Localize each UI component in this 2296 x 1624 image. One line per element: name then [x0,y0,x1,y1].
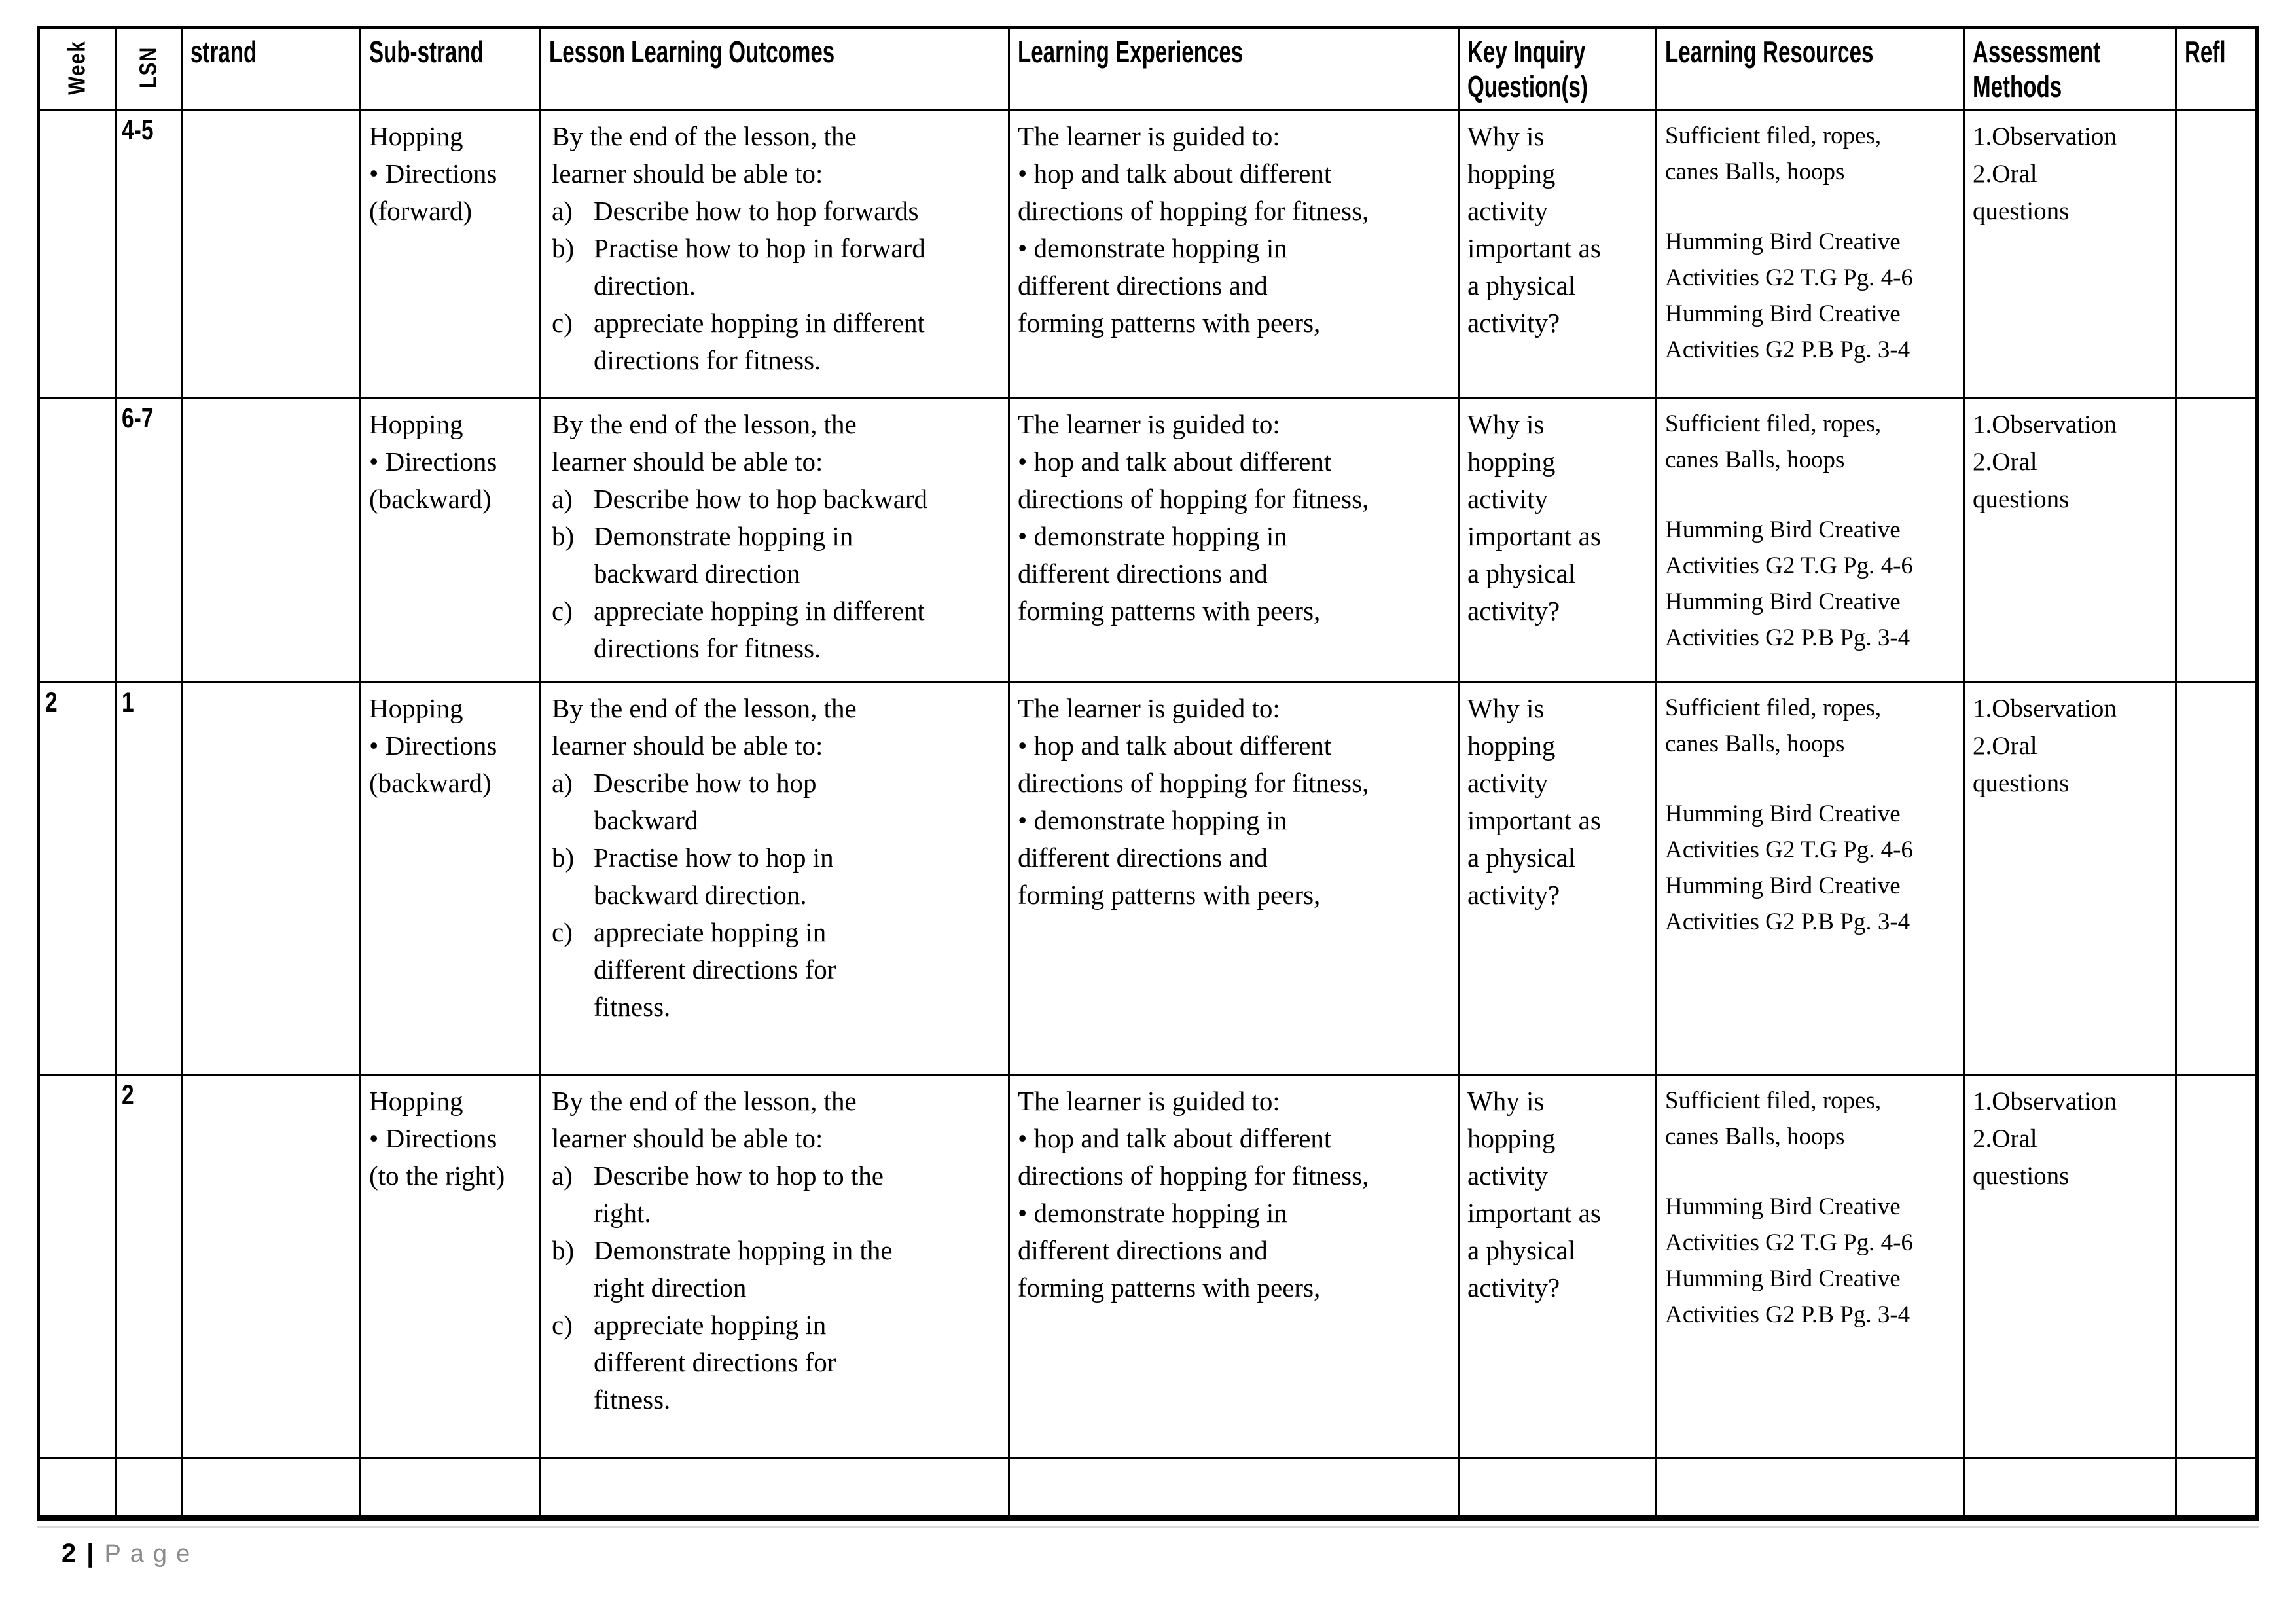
cell-substrand [361,110,541,398]
column-header-outcomes [541,28,1009,111]
lesson-number: 2 [122,1079,134,1111]
outcome-text: appreciate hopping in different directions for fitness. [594,916,836,1022]
outcome-text: Demonstrate hopping in backward direction [594,520,853,588]
key-inquiry-text: Why is hopping activity important as a physical activity? [1467,408,1601,626]
outcome-marker: c) [552,916,573,947]
sub-strand-text: Hopping • Directions (to the right) [369,1085,505,1191]
outcomes-intro: By the end of the lesson, the learner should be able to: [552,408,857,477]
resources-equipment-text: Sufficient filed, ropes, canes Balls, hoops [1665,1087,1882,1150]
cell-resources [1657,398,1964,682]
outcome-text: Describe how to hop forwards [594,195,919,226]
cell-outcomes [541,398,1009,682]
cell-strand [182,1458,361,1518]
cell-outcomes [541,1458,1009,1518]
cell-inquiry [1459,110,1657,398]
cell-substrand [361,398,541,682]
cell-week [39,1075,116,1458]
column-header-label: Key Inquiry Question(s) [1467,35,1588,103]
outcome-marker: b) [552,232,575,263]
outcome-marker: a) [552,767,573,798]
lesson-number: 1 [122,686,134,718]
cell-week [39,1458,116,1518]
outcome-text: Describe how to hop backward [594,767,817,835]
cell-refl [2176,682,2257,1075]
lesson-number: 6-7 [122,402,154,434]
cell-resources [1657,682,1964,1075]
cell-assessment [1964,1075,2176,1458]
experiences-text: The learner is guided to: • hop and talk about different directions of hopping for fitness, • demonstrate hopping in different directions and forming patterns with peers, [1018,1085,1369,1303]
key-inquiry-text: Why is hopping activity important as a physical activity? [1467,1085,1601,1303]
outcome-item [552,765,1000,839]
footer-text [62,1539,2259,1568]
cell-strand [182,110,361,398]
cell-inquiry [1459,1458,1657,1518]
cell-lsn [116,682,182,1075]
cell-strand [182,398,361,682]
outcome-marker: b) [552,520,575,551]
resources-books-text: Humming Bird Creative Activities G2 T.G Pg. 4-6 Humming Bird Creative Activities G2 P.B Pg. 3-4 [1665,1193,1913,1328]
outcomes-intro: By the end of the lesson, the learner should be able to: [552,120,857,189]
resources-books-text: Humming Bird Creative Activities G2 T.G Pg. 4-6 Humming Bird Creative Activities G2 P.B Pg. 3-4 [1665,516,1913,651]
outcome-text: Describe how to hop backward [594,483,928,514]
table-row [39,110,2257,398]
column-header-lsn [116,28,182,111]
outcome-item [552,839,1000,914]
column-header-label: Sub-strand [369,35,484,69]
outcome-item [552,592,1000,667]
cell-outcomes [541,110,1009,398]
column-header-label: Learning Experiences [1018,35,1244,69]
cell-inquiry [1459,398,1657,682]
assessment-text: 1.Observation 2.Oral questions [1973,122,2117,225]
cell-substrand [361,1458,541,1518]
sub-strand-text: Hopping • Directions (backward) [369,408,497,514]
column-header-label: Week [63,40,90,95]
column-header-assessment [1964,28,2176,111]
table-row [39,1075,2257,1458]
resources-equipment-text: Sufficient filed, ropes, canes Balls, hoops [1665,122,1882,185]
outcome-marker: c) [552,595,573,626]
outcome-marker: a) [552,483,573,514]
footer-separator: | [86,1539,94,1568]
column-header-label: Learning Resources [1665,35,1874,69]
outcome-marker: c) [552,307,573,338]
column-header-label: LSN [135,46,162,89]
outcome-item [552,192,1000,230]
week-number: 2 [45,686,58,718]
assessment-text: 1.Observation 2.Oral questions [1973,410,2117,513]
table-header [39,28,2257,111]
outcome-text: Describe how to hop to the right. [594,1160,884,1228]
cell-experiences [1009,682,1459,1075]
cell-experiences [1009,110,1459,398]
outcome-text: appreciate hopping in different directions for fitness. [594,1309,836,1415]
outcome-marker: b) [552,1235,575,1265]
assessment-text: 1.Observation 2.Oral questions [1973,1087,2117,1190]
column-header-strand [182,28,361,111]
experiences-text: The learner is guided to: • hop and talk about different directions of hopping for fitness, • demonstrate hopping in different directions and forming patterns with peers, [1018,693,1369,910]
page-footer [37,1526,2259,1568]
cell-refl [2176,1458,2257,1518]
outcome-item [552,1232,1000,1307]
cell-lsn [116,1458,182,1518]
cell-outcomes [541,1075,1009,1458]
cell-resources [1657,110,1964,398]
outcome-marker: b) [552,842,575,873]
scheme-of-work-table [37,26,2259,1521]
outcome-text: appreciate hopping in different directions for fitness. [594,307,925,375]
key-inquiry-text: Why is hopping activity important as a physical activity? [1467,120,1601,338]
column-header-label: Lesson Learning Outcomes [549,35,835,69]
cell-outcomes [541,682,1009,1075]
outcome-marker: a) [552,1160,573,1191]
header-row [39,28,2257,111]
column-header-refl [2176,28,2257,111]
cell-substrand [361,682,541,1075]
resources-gap [1665,478,1955,512]
column-header-substrand [361,28,541,111]
cell-refl [2176,110,2257,398]
column-header-label: Assessment Methods [1973,35,2101,103]
column-header-resources [1657,28,1964,111]
table-row [39,1458,2257,1518]
assessment-text: 1.Observation 2.Oral questions [1973,694,2117,797]
cell-experiences [1009,1458,1459,1518]
lesson-number: 4-5 [122,114,154,146]
cell-resources [1657,1458,1964,1518]
cell-refl [2176,398,2257,682]
cell-lsn [116,110,182,398]
cell-lsn [116,1075,182,1458]
outcomes-intro: By the end of the lesson, the learner should be able to: [552,1085,857,1153]
cell-resources [1657,1075,1964,1458]
cell-refl [2176,1075,2257,1458]
cell-week [39,682,116,1075]
cell-strand [182,682,361,1075]
table-row [39,398,2257,682]
experiences-text: The learner is guided to: • hop and talk about different directions of hopping for fitness, • demonstrate hopping in different directions and forming patterns with peers, [1018,408,1369,626]
cell-experiences [1009,1075,1459,1458]
column-header-inquiry [1459,28,1657,111]
outcome-item [552,480,1000,518]
column-header-label: Refl [2185,35,2226,69]
outcome-item [552,518,1000,592]
outcome-text: Demonstrate hopping in the right direction [594,1235,893,1303]
resources-books-text: Humming Bird Creative Activities G2 T.G Pg. 4-6 Humming Bird Creative Activities G2 P.B Pg. 3-4 [1665,800,1913,935]
table-body [39,110,2257,1518]
footer-label: Page [104,1540,200,1568]
cell-experiences [1009,398,1459,682]
resources-gap [1665,762,1955,796]
outcome-text: Practise how to hop in forward direction. [594,232,925,300]
outcome-text: appreciate hopping in different directions for fitness. [594,595,925,663]
outcome-marker: a) [552,195,573,226]
cell-assessment [1964,682,2176,1075]
cell-substrand [361,1075,541,1458]
cell-assessment [1964,1458,2176,1518]
resources-equipment-text: Sufficient filed, ropes, canes Balls, hoops [1665,410,1882,473]
cell-inquiry [1459,682,1657,1075]
footer-divider [37,1526,2259,1528]
experiences-text: The learner is guided to: • hop and talk about different directions of hopping for fitness, • demonstrate hopping in different directions and forming patterns with peers, [1018,120,1369,338]
column-header-experiences [1009,28,1459,111]
cell-week [39,398,116,682]
cell-strand [182,1075,361,1458]
outcome-marker: c) [552,1309,573,1340]
outcomes-intro: By the end of the lesson, the learner should be able to: [552,693,857,761]
outcome-item [552,1157,1000,1232]
outcome-text: Practise how to hop in backward direction. [594,842,834,910]
resources-gap [1665,190,1955,224]
outcome-item [552,1307,1000,1418]
column-header-label: strand [190,35,257,69]
cell-lsn [116,398,182,682]
table-row [39,682,2257,1075]
key-inquiry-text: Why is hopping activity important as a physical activity? [1467,693,1601,910]
cell-week [39,110,116,398]
outcome-item [552,304,1000,379]
cell-assessment [1964,398,2176,682]
outcome-item [552,914,1000,1026]
outcome-item [552,230,1000,304]
resources-equipment-text: Sufficient filed, ropes, canes Balls, hoops [1665,694,1882,757]
column-header-week [39,28,116,111]
resources-gap [1665,1155,1955,1189]
sub-strand-text: Hopping • Directions (backward) [369,693,497,798]
resources-books-text: Humming Bird Creative Activities G2 T.G Pg. 4-6 Humming Bird Creative Activities G2 P.B Pg. 3-4 [1665,228,1913,363]
sub-strand-text: Hopping • Directions (forward) [369,120,497,226]
cell-inquiry [1459,1075,1657,1458]
cell-assessment [1964,110,2176,398]
page-number: 2 [62,1539,77,1568]
